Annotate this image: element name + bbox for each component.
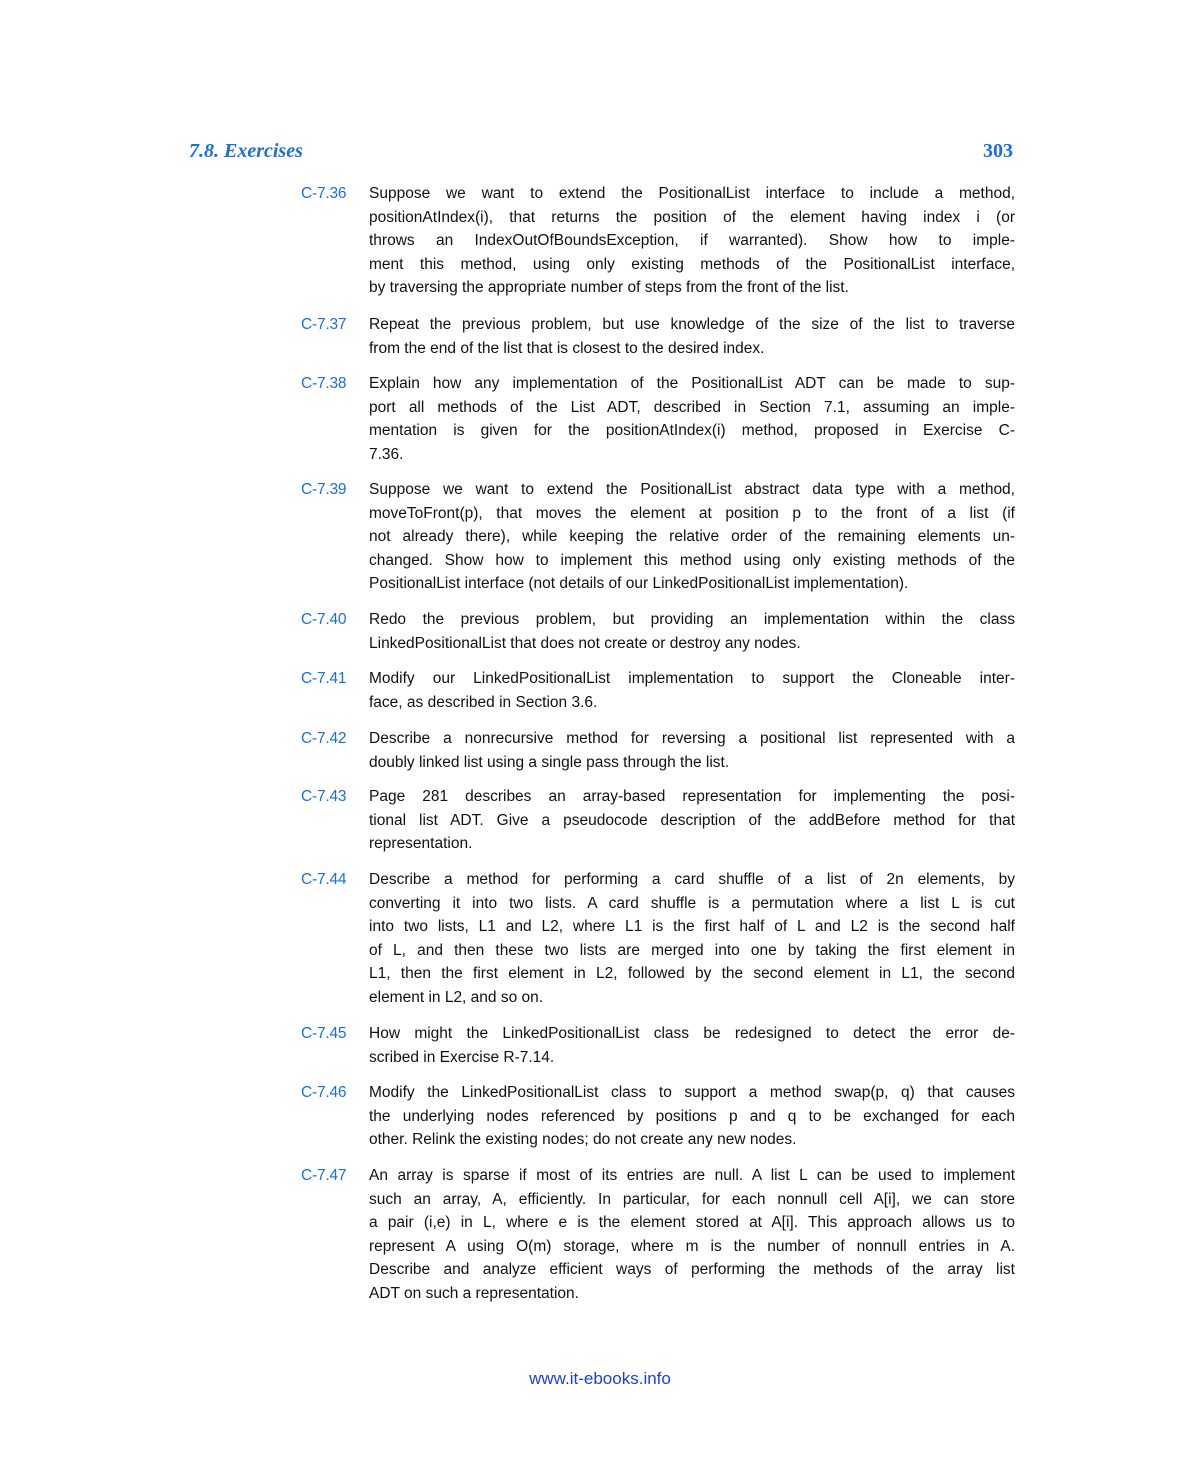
exercise-id: C-7.43 xyxy=(301,788,347,805)
exercise-text xyxy=(369,667,1015,714)
exercise-line: Modify the LinkedPositionalList class to support a method swap(p, q) that causes xyxy=(369,1084,1015,1101)
exercise-id: C-7.47 xyxy=(301,1167,347,1184)
exercise-line: port all methods of the List ADT, described in Section 7.1, assuming an imple- xyxy=(369,398,1015,416)
exercise-line: L1, then the first element in L2, followed by the second element in L1, the second xyxy=(369,965,1015,983)
exercise-line: Page 281 describes an array-based representation for implementing the posi- xyxy=(369,788,1015,805)
exercise-text xyxy=(369,608,1015,655)
exercise-line: Modify our LinkedPositionalList implementation to support the Cloneable inter- xyxy=(369,670,1015,687)
exercise-text xyxy=(369,1022,1015,1069)
exercise-line: Suppose we want to extend the PositionalList interface to include a method, xyxy=(369,185,1015,202)
exercise-line: 7.36. xyxy=(369,445,404,463)
exercise-line: Suppose we want to extend the PositionalList abstract data type with a method, xyxy=(369,481,1015,498)
exercise-text xyxy=(369,785,1015,856)
exercise-line: the underlying nodes referenced by positions p and q to be exchanged for each xyxy=(369,1107,1015,1125)
section-title: 7.8. Exercises xyxy=(189,140,303,162)
exercise-id: C-7.40 xyxy=(301,611,347,628)
exercise-line: Explain how any implementation of the PositionalList ADT can be made to sup- xyxy=(369,375,1015,392)
exercise-line: Describe a method for performing a card shuffle of a list of 2n elements, by xyxy=(369,871,1015,888)
exercise-line: ment this method, using only existing methods of the PositionalList interface, xyxy=(369,255,1015,273)
exercise-line: tional list ADT. Give a pseudocode description of the addBefore method for that xyxy=(369,811,1015,829)
exercise-line: other. Relink the existing nodes; do not create any new nodes. xyxy=(369,1131,797,1149)
exercise-line: mentation is given for the positionAtIndex(i) method, proposed in Exercise C- xyxy=(369,422,1015,440)
footer-link[interactable]: www.it-ebooks.info xyxy=(529,1369,671,1388)
exercise-line: a pair (i,e) in L, where e is the element stored at A[i]. This approach allows us to xyxy=(369,1214,1015,1232)
exercise-line: represent A using O(m) storage, where m is the number of nonnull entries in A. xyxy=(369,1237,1015,1255)
exercise-id: C-7.42 xyxy=(301,730,347,747)
exercise-line: throws an IndexOutOfBoundsException, if warranted). Show how to imple- xyxy=(369,232,1015,250)
page-number: 303 xyxy=(983,140,1013,162)
exercise-line: converting it into two lists. A card shuffle is a permutation where a list L is cut xyxy=(369,894,1015,912)
exercise-text xyxy=(369,868,1015,1010)
exercise-line: changed. Show how to implement this method using only existing methods of the xyxy=(369,551,1015,569)
exercise-id: C-7.45 xyxy=(301,1025,347,1042)
exercise-line: not already there), while keeping the relative order of the remaining elements un- xyxy=(369,528,1015,546)
exercise-text xyxy=(369,313,1015,360)
exercise-text xyxy=(369,727,1015,774)
exercise-line: doubly linked list using a single pass through the list. xyxy=(369,753,730,771)
exercise-id: C-7.39 xyxy=(301,481,347,498)
exercise-line: into two lists, L1 and L2, where L1 is the first half of L and L2 is the second half xyxy=(369,918,1015,936)
exercise-line: of L, and then these two lists are merged into one by taking the first element in xyxy=(369,941,1015,959)
exercise-line: Repeat the previous problem, but use knowledge of the size of the list to traverse xyxy=(369,316,1015,333)
exercise-text xyxy=(369,182,1015,300)
exercise-line: Describe a nonrecursive method for reversing a positional list represented with a xyxy=(369,730,1015,747)
exercise-id: C-7.38 xyxy=(301,375,347,392)
exercise-line: by traversing the appropriate number of steps from the front of the list. xyxy=(369,279,849,297)
exercise-line: such an array, A, efficiently. In particular, for each nonnull cell A[i], we can store xyxy=(369,1190,1015,1208)
exercise-line: LinkedPositionalList that does not create or destroy any nodes. xyxy=(369,634,801,652)
exercise-id: C-7.46 xyxy=(301,1084,347,1101)
exercise-line: positionAtIndex(i), that returns the position of the element having index i (or xyxy=(369,208,1015,226)
exercise-id: C-7.36 xyxy=(301,185,347,202)
exercise-line: from the end of the list that is closest to the desired index. xyxy=(369,339,765,357)
exercise-line: face, as described in Section 3.6. xyxy=(369,693,598,711)
exercise-line: Describe and analyze efficient ways of performing the methods of the array list xyxy=(369,1261,1015,1279)
exercise-line: ADT on such a representation. xyxy=(369,1284,579,1302)
exercise-line: An array is sparse if most of its entries are null. A list L can be used to implement xyxy=(369,1167,1015,1184)
exercise-line: moveToFront(p), that moves the element at position p to the front of a list (if xyxy=(369,504,1015,522)
exercise-line: PositionalList interface (not details of our LinkedPositionalList implementation). xyxy=(369,575,909,593)
exercise-line: element in L2, and so on. xyxy=(369,988,544,1006)
exercise-text xyxy=(369,372,1015,466)
exercise-id: C-7.41 xyxy=(301,670,347,687)
exercise-line: How might the LinkedPositionalList class be redesigned to detect the error de- xyxy=(369,1025,1015,1042)
exercise-line: scribed in Exercise R-7.14. xyxy=(369,1048,555,1066)
exercise-text xyxy=(369,478,1015,596)
exercise-text xyxy=(369,1081,1015,1152)
exercise-text xyxy=(369,1164,1015,1306)
exercise-id: C-7.37 xyxy=(301,316,347,333)
exercise-line: representation. xyxy=(369,835,473,853)
exercise-id: C-7.44 xyxy=(301,871,347,888)
exercise-line: Redo the previous problem, but providing an implementation within the class xyxy=(369,611,1015,628)
